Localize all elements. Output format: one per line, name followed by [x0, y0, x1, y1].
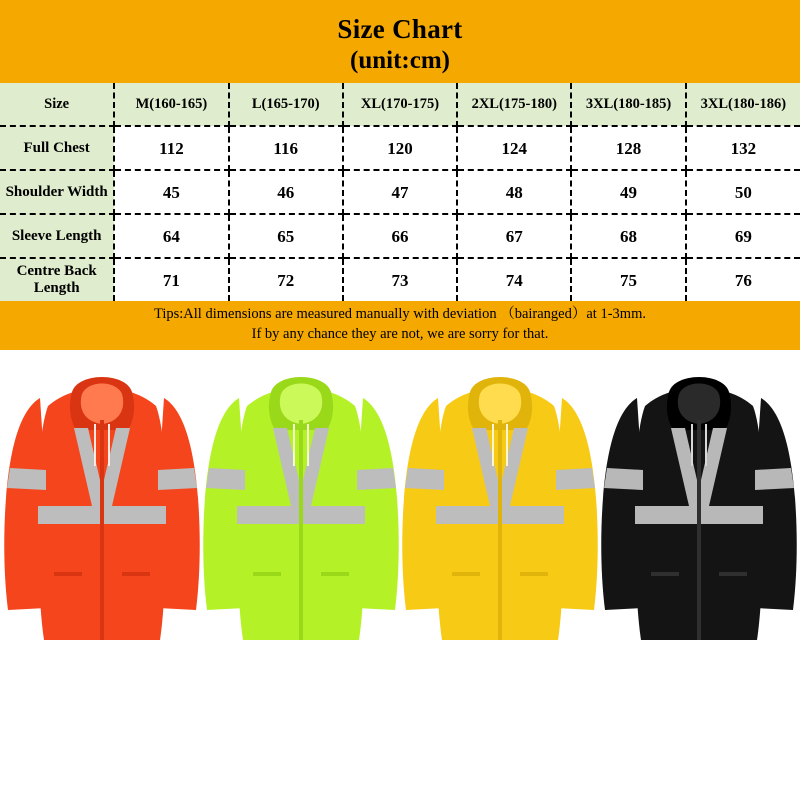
column-header-2xl: 2XL(175-180)	[457, 83, 571, 126]
cell-sleeve-length-2xl: 67	[457, 214, 571, 258]
cell-centre-back-length-l: 72	[229, 258, 343, 301]
row-label-sleeve-length: Sleeve Length	[0, 214, 114, 258]
cell-full-chest-2xl: 124	[457, 126, 571, 170]
table-row	[0, 258, 800, 301]
product-image-jacket-black	[599, 358, 799, 678]
column-header-size: Size	[0, 83, 114, 126]
chart-unit-subtitle: (unit:cm)	[350, 46, 450, 74]
size-chart-block	[0, 0, 800, 350]
cell-shoulder-width-3xl-a: 49	[571, 170, 685, 214]
size-chart-table	[0, 83, 800, 301]
tips-block	[0, 301, 800, 350]
cell-centre-back-length-3xl-a: 75	[571, 258, 685, 301]
page-title: Size Chart	[337, 14, 463, 44]
cell-full-chest-xl: 120	[343, 126, 457, 170]
cell-shoulder-width-xl: 47	[343, 170, 457, 214]
cell-full-chest-3xl-a: 128	[571, 126, 685, 170]
row-label-shoulder-width: Shoulder Width	[0, 170, 114, 214]
cell-full-chest-l: 116	[229, 126, 343, 170]
cell-full-chest-m: 112	[114, 126, 228, 170]
cell-sleeve-length-l: 65	[229, 214, 343, 258]
product-image-jacket-yellow	[400, 358, 600, 678]
product-image-jacket-lime	[201, 358, 401, 678]
cell-shoulder-width-3xl-b: 50	[686, 170, 800, 214]
cell-centre-back-length-xl: 73	[343, 258, 457, 301]
table-row	[0, 214, 800, 258]
tips-line-1: Tips:All dimensions are measured manually with deviation （bairanged）at 1-3mm.	[154, 306, 646, 323]
chart-title-block	[0, 0, 800, 83]
cell-shoulder-width-m: 45	[114, 170, 228, 214]
table-row	[0, 126, 800, 170]
cell-centre-back-length-m: 71	[114, 258, 228, 301]
row-label-centre-back-length: Centre Back Length	[0, 258, 114, 301]
cell-shoulder-width-l: 46	[229, 170, 343, 214]
column-header-3xl-b: 3XL(180-186)	[686, 83, 800, 126]
cell-centre-back-length-3xl-b: 76	[686, 258, 800, 301]
tips-line-2: If by any chance they are not, we are sorry for that.	[251, 325, 549, 342]
cell-sleeve-length-m: 64	[114, 214, 228, 258]
column-header-3xl-a: 3XL(180-185)	[571, 83, 685, 126]
cell-sleeve-length-3xl-b: 69	[686, 214, 800, 258]
product-photo-strip	[0, 350, 800, 780]
cell-centre-back-length-2xl: 74	[457, 258, 571, 301]
table-header-row	[0, 83, 800, 126]
table-row	[0, 170, 800, 214]
cell-shoulder-width-2xl: 48	[457, 170, 571, 214]
cell-full-chest-3xl-b: 132	[686, 126, 800, 170]
column-header-xl: XL(170-175)	[343, 83, 457, 126]
row-label-full-chest: Full Chest	[0, 126, 114, 170]
product-image-jacket-orange	[2, 358, 202, 678]
cell-sleeve-length-xl: 66	[343, 214, 457, 258]
column-header-m: M(160-165)	[114, 83, 228, 126]
column-header-l: L(165-170)	[229, 83, 343, 126]
cell-sleeve-length-3xl-a: 68	[571, 214, 685, 258]
